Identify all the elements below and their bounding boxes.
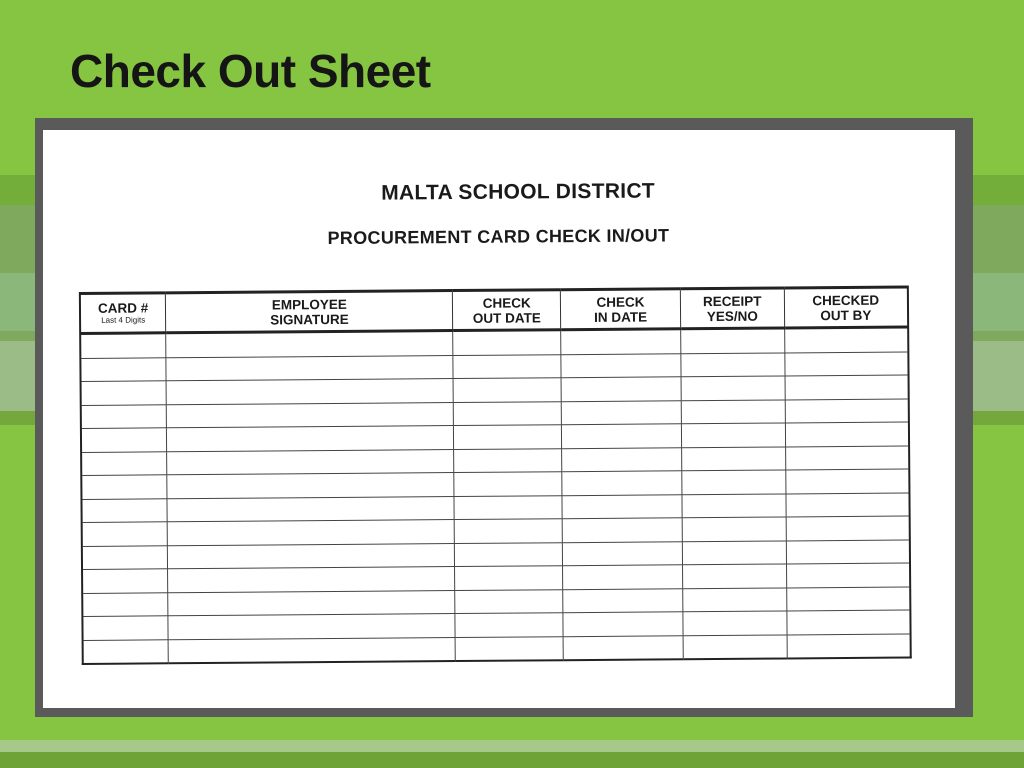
table-cell — [166, 355, 453, 381]
table-cell — [455, 542, 563, 566]
column-header-checked-out-by — [784, 287, 908, 328]
column-header-line1: CHECK — [482, 294, 531, 311]
table-cell — [166, 331, 453, 358]
table-cell — [81, 381, 167, 405]
background-stripe — [0, 740, 1024, 752]
table-cell — [563, 541, 683, 565]
table-cell — [453, 330, 561, 355]
column-header-line2: YES/NO — [706, 308, 758, 324]
table-cell — [81, 475, 167, 499]
table-cell — [454, 401, 562, 425]
table-cell — [167, 449, 454, 475]
table-cell — [455, 636, 563, 661]
column-header-card — [80, 293, 166, 334]
table-cell — [454, 448, 562, 472]
table-cell — [563, 565, 683, 589]
table-cell — [787, 633, 911, 658]
form-content — [78, 177, 919, 327]
column-header-line1: CHECK — [596, 294, 645, 310]
table-cell — [453, 378, 561, 402]
table-cell — [562, 494, 682, 518]
column-header-line2: OUT DATE — [472, 309, 541, 326]
table-cell — [167, 520, 454, 546]
table-cell — [82, 522, 168, 546]
table-cell — [786, 563, 910, 587]
table-cell — [683, 634, 787, 659]
table-cell — [82, 616, 168, 640]
table-cell — [562, 424, 682, 448]
table-cell — [681, 352, 785, 376]
table-cell — [82, 569, 168, 593]
table-cell — [454, 495, 562, 519]
table-cell — [453, 354, 561, 378]
table-cell — [561, 400, 681, 424]
table-cell — [682, 564, 786, 588]
table-cell — [681, 328, 785, 353]
table-cell — [82, 545, 168, 569]
table-cell — [455, 566, 563, 590]
table-cell — [81, 498, 167, 522]
column-header-check-out-date — [453, 290, 561, 331]
table-cell — [787, 610, 911, 634]
table-cell — [454, 472, 562, 496]
table-cell — [562, 447, 682, 471]
scanned-form — [43, 130, 955, 708]
table-cell — [681, 423, 785, 447]
table-cell — [81, 404, 167, 428]
image-frame — [35, 118, 973, 717]
document-subtitle: PROCUREMENT CARD CHECK IN/OUT — [327, 225, 670, 249]
table-cell — [455, 589, 563, 613]
table-cell — [167, 402, 454, 428]
background-stripe — [0, 752, 1024, 768]
column-header-check-in-date — [561, 289, 681, 330]
table-cell — [682, 470, 786, 494]
table-cell — [563, 635, 683, 660]
table-cell — [167, 426, 454, 452]
table-cell — [168, 590, 455, 616]
table-cell — [81, 451, 167, 475]
table-cell — [562, 471, 682, 495]
table-cell — [83, 639, 169, 664]
table-cell — [167, 496, 454, 522]
column-header-line1: CARD # — [97, 300, 149, 316]
table-cell — [683, 587, 787, 611]
table-cell — [563, 612, 683, 636]
table-cell — [682, 540, 786, 564]
table-cell — [785, 445, 909, 469]
table-cell — [168, 614, 455, 640]
document-title: MALTA SCHOOL DISTRICT — [381, 179, 656, 205]
table-cell — [455, 613, 563, 637]
table-cell — [168, 543, 455, 569]
table-cell — [80, 333, 166, 358]
table-cell — [683, 611, 787, 635]
table-cell — [81, 428, 167, 452]
table-cell — [562, 518, 682, 542]
table-cell — [167, 473, 454, 499]
table-cell — [785, 398, 909, 422]
table-cell — [681, 446, 785, 470]
table-cell — [785, 422, 909, 446]
table-cell — [786, 539, 910, 563]
table-cell — [681, 376, 785, 400]
column-header-line2: SIGNATURE — [270, 311, 349, 327]
table-cell — [786, 586, 910, 610]
table-cell — [454, 425, 562, 449]
table-cell — [784, 327, 908, 352]
table-cell — [786, 516, 910, 540]
table-cell — [168, 567, 455, 593]
table-cell — [681, 399, 785, 423]
column-header-line2: OUT BY — [820, 307, 872, 323]
table-body — [80, 327, 911, 664]
slide-title: Check Out Sheet — [70, 45, 431, 97]
table-cell — [168, 637, 455, 663]
column-header-employee-signature — [166, 291, 453, 333]
table-cell — [82, 592, 168, 616]
table-cell — [561, 329, 681, 354]
table-cell — [455, 519, 563, 543]
table-cell — [561, 377, 681, 401]
table-cell — [563, 588, 683, 612]
table-cell — [785, 469, 909, 493]
table-cell — [682, 517, 786, 541]
table-cell — [682, 493, 786, 517]
table-cell — [786, 492, 910, 516]
column-header-receipt — [680, 288, 784, 329]
table-cell — [785, 351, 909, 375]
column-header-line2: IN DATE — [594, 309, 648, 325]
column-header-line1: EMPLOYEE — [271, 296, 347, 312]
table-cell — [785, 375, 909, 399]
column-header-line1: CHECKED — [812, 292, 880, 308]
table-row — [83, 633, 911, 664]
column-header-line2: Last 4 Digits — [101, 315, 146, 325]
checkout-table — [79, 285, 912, 665]
table-cell — [561, 353, 681, 377]
table-header-row — [80, 287, 908, 334]
column-header-line1: RECEIPT — [702, 293, 762, 309]
table-cell — [80, 357, 166, 381]
table-cell — [166, 379, 453, 405]
